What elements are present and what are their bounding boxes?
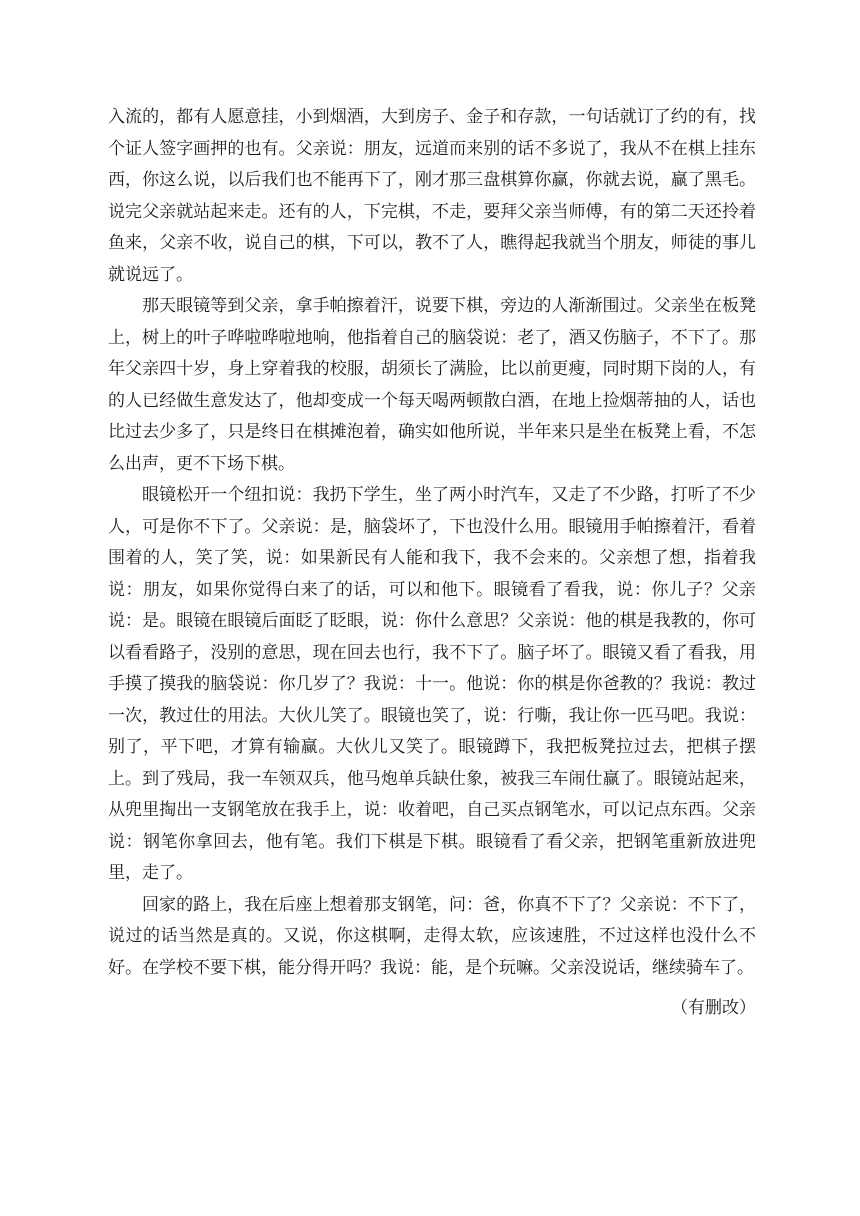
paragraph-2: 那天眼镜等到父亲，拿手帕擦着汗，说要下棋，旁边的人渐渐围过。父亲坐在板凳上，树上的叶子哗啦哗啦地响，他指着自己的脑袋说：老了，酒又伤脑子，不下了。那年父亲四十岁，身上穿着我的校服，胡须长了满脸，比以前更瘦，同时期下岗的人，有的人已经做生意发达了，他却变成一个每天喝两顿散白酒，在地上捡烟蒂抽的人，话也比过去少多了，只是终日在棋摊泡着，确实如他所说，半年来只是坐在板凳上看，不怎么出声，更不下场下棋。 <box>108 296 756 474</box>
paragraph-4: 回家的路上，我在后座上想着那支钢笔，问：爸，你真不下了？父亲说：不下了，说过的话当然是真的。又说，你这棋啊，走得太软，应该速胜，不过这样也没什么不好。在学校不要下棋，能分得开吗？我说：能，是个玩嘛。父亲没说话，继续骑车了。 <box>108 894 756 978</box>
paragraph-3: 眼镜松开一个纽扣说：我扔下学生，坐了两小时汽车，又走了不少路，打听了不少人，可是你不下了。父亲说：是，脑袋坏了，下也没什么用。眼镜用手帕擦着汗，看着围着的人，笑了笑，说：如果新民有人能和我下，我不会来的。父亲想了想，指着我说：朋友，如果你觉得白来了的话，可以和他下。眼镜看了看我，说：你儿子？父亲说：是。眼镜在眼镜后面眨了眨眼，说：你什么意思？父亲说：他的棋是我教的，你可以看看路子，没别的意思，现在回去也行，我不下了。脑子坏了。眼镜又看了看我，用手摸了摸我的脑袋说：你几岁了？我说：十一。他说：你的棋是你爸教的？我说：教过一次，教过仕的用法。大伙儿笑了。眼镜也笑了，说：行嘶，我让你一匹马吧。我说：别了，平下吧，才算有输赢。大伙儿又笑了。眼镜蹲下，我把板凳拉过去，把棋子摆上。到了残局，我一车领双兵，他马炮单兵缺仕象，被我三车闹仕赢了。眼镜站起来，从兜里掏出一支钢笔放在我手上，说：收着吧，自己买点钢笔水，可以记点东西。父亲说：钢笔你拿回去，他有笔。我们下棋是下棋。眼镜看了看父亲，把钢笔重新放进兜里，走了。 <box>108 485 756 883</box>
paragraph-1: 入流的，都有人愿意挂，小到烟酒，大到房子、金子和存款，一句话就订了约的有，找个证人签字画押的也有。父亲说：朋友，远道而来别的话不多说了，我从不在棋上挂东西，你这么说，以后我们也不能再下了，刚才那三盘棋算你赢，你就去说，赢了黑毛。说完父亲就站起来走。还有的人，下完棋，不走，要拜父亲当师傅，有的第二天还拎着鱼来，父亲不收，说自己的棋，下可以，教不了人，瞧得起我就当个朋友，师徒的事儿就说远了。 <box>108 107 756 285</box>
document-page <box>108 102 756 1025</box>
edit-note: （有删改） <box>671 998 756 1018</box>
